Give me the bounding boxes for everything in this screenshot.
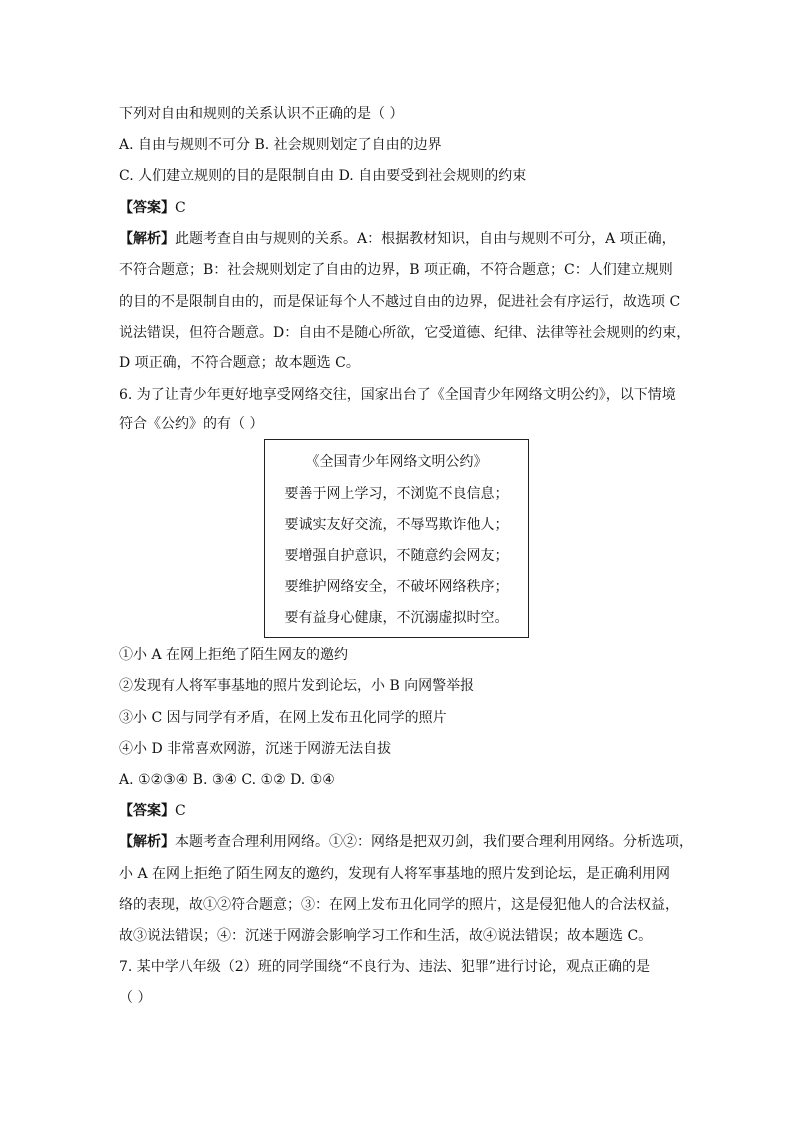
q5-analysis-line-4: 说法错误，但符合题意。D：自由不是随心所欲，它受道德、纪律、法律等社会规则的约束， [119, 325, 691, 341]
answer-tag: 【答案】 [119, 803, 175, 819]
q5-analysis-line-5: D 项正确，不符合题意；故本题选 C。 [119, 355, 360, 371]
q5-stem: 下列对自由和规则的关系认识不正确的是（ ） [119, 106, 404, 122]
convention-line-3: 要增强自护意识，不随意约会网友； [284, 548, 509, 564]
q5-analysis-line-3: 的目的不是限制自由的，而是保证每个人不越过自由的边界，促进社会有序运行，故选项 C [119, 294, 681, 310]
q6-analysis-line-1 [119, 832, 693, 852]
answer-tag: 【答案】 [119, 200, 175, 216]
analysis-text: 此题考查自由与规则的关系。A：根据教材知识，自由与规则不可分，A 项正确， [175, 231, 676, 247]
q6-answer [119, 801, 186, 821]
q7-stem-line-1: 7. 某中学八年级（2）班的同学围绕“不良行为、违法、犯罪”进行讨论，观点正确的是 [119, 959, 651, 975]
q6-item-3: ③小 C 因与同学有矛盾，在网上发布丑化同学的照片 [119, 710, 447, 726]
q6-analysis-line-4: 故③说法错误；④：沉迷于网游会影响学习工作和生活，故④说法错误；故本题选 C。 [119, 928, 653, 944]
convention-line-2: 要诚实友好交流，不辱骂欺诈他人； [284, 517, 509, 533]
convention-line-1: 要善于网上学习，不浏览不良信息； [284, 486, 509, 502]
convention-title: 《全国青少年网络文明公约》 [305, 454, 488, 470]
q5-analysis-line-2: 不符合题意；B：社会规则划定了自由的边界，B 项正确，不符合题意；C：人们建立规则 [119, 262, 673, 278]
q6-stem-line-1: 6. 为了让青少年更好地享受网络交往，国家出台了《全国青少年网络文明公约》，以下情境 [119, 387, 676, 403]
analysis-tag: 【解析】 [119, 834, 175, 850]
convention-box [264, 439, 529, 638]
q6-item-1: ①小 A 在网上拒绝了陌生网友的邀约 [119, 647, 349, 663]
q6-analysis-line-2: 小 A 在网上拒绝了陌生网友的邀约，发现有人将军事基地的照片发到论坛，是正确利用网 [119, 866, 671, 882]
q5-options-cd: C. 人们建立规则的目的是限制自由 D. 自由要受到社会规则的约束 [119, 168, 527, 184]
convention-line-5: 要有益身心健康，不沉溺虚拟时空。 [284, 610, 509, 626]
q7-stem-line-2: （ ） [119, 990, 152, 1006]
convention-line-4: 要维护网络安全，不破坏网络秩序； [284, 579, 509, 595]
analysis-tag: 【解析】 [119, 231, 175, 247]
q5-answer [119, 198, 186, 218]
q5-options-ab: A. 自由与规则不可分 B. 社会规则划定了自由的边界 [119, 137, 442, 153]
answer-value: C [175, 200, 186, 216]
analysis-text: 本题考查合理利用网络。①②：网络是把双刃剑，我们要合理利用网络。分析选项， [175, 834, 693, 850]
q6-analysis-line-3: 络的表现，故①②符合题意；③：在网上发布丑化同学的照片，这是侵犯他人的合法权益， [119, 897, 679, 913]
q6-stem-line-2: 符合《公约》的有（ ） [119, 416, 264, 432]
answer-value: C [175, 803, 186, 819]
q6-options: A. ①②③④ B. ③④ C. ①② D. ①④ [119, 772, 335, 788]
q6-item-2: ②发现有人将军事基地的照片发到论坛，小 B 向网警举报 [119, 678, 475, 694]
q6-item-4: ④小 D 非常喜欢网游，沉迷于网游无法自拔 [119, 741, 392, 757]
q5-analysis-line-1 [119, 229, 676, 249]
